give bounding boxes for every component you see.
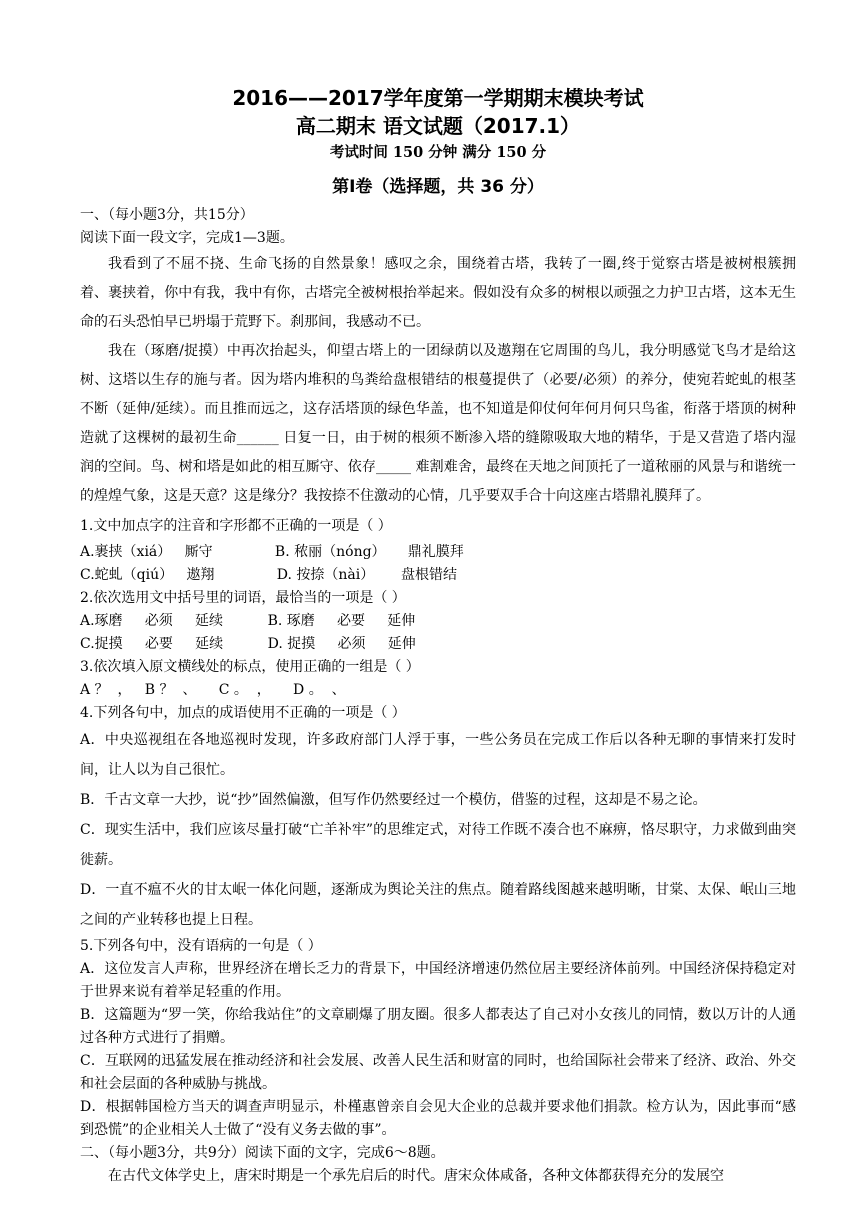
question-4-option-b: B．千古文章一大抄，说“抄”固然偏激，但写作仍然要经过一个模仿，借鉴的过程，这却是不易之论。 xyxy=(80,792,707,808)
question-5-option-b: B．这篇题为“罗一笑，你给我站住”的文章刷爆了朋友圈。很多人都表达了自己对小女孩儿的同情，数以万计的人通过各种方式进行了捐赠。 xyxy=(80,1007,796,1046)
question-1-options-cd: C.蛇虬（qiú） 遨翔 D. 按捺（nài） 盘根错结 xyxy=(80,567,457,583)
question-2-options-cd: C.捉摸 必要 延续 D. 捉摸 必须 延伸 xyxy=(80,636,416,652)
question-1-options-ab: A.裹挟（xiá） 厮守 B. 秾丽（nóng） 鼎礼膜拜 xyxy=(80,544,464,560)
section1-heading: 一、（每小题3分，共15分） xyxy=(80,207,254,223)
section2-heading: 二、（每小题3分，共9分）阅读下面的文字，完成6～8题。 xyxy=(80,1145,445,1161)
question-4-option-a: A．中央巡视组在各地巡视时发现，许多政府部门人浮于事，一些公务员在完成工作后以各种无聊的事情来打发时间，让人以为自己很忙。 xyxy=(80,732,796,778)
question-5-option-d: D．根据韩国检方当天的调查声明显示，朴槿惠曾亲自会见大企业的总裁并要求他们捐款。检方认为，因此事而“感到恐慌”的企业相关人士做了“没有义务去做的事”。 xyxy=(80,1099,796,1138)
exam-subtitle: 高二期末 语文试题（2017.1） xyxy=(295,114,581,138)
exam-title: 2016——2017学年度第一学期期末模块考试 xyxy=(232,86,644,110)
question-1-stem: 1.文中加点字的注音和字形都不正确的一项是（ ） xyxy=(80,518,392,534)
question-4-stem: 4.下列各句中，加点的成语使用不正确的一项是（ ） xyxy=(80,705,406,721)
question-5-option-a: A．这位发言人声称，世界经济在增长乏力的背景下，中国经济增速仍然位居主要经济体前列。中国经济保持稳定对于世界来说有着举足轻重的作用。 xyxy=(80,961,796,1000)
question-4-option-d: D．一直不瘟不火的甘太岷一体化问题，逐渐成为舆论关注的焦点。随着路线图越来越明晰，甘棠、太保、岷山三地之间的产业转移也提上日程。 xyxy=(80,882,796,928)
question-5-stem: 5.下列各句中，没有语病的一句是（ ） xyxy=(80,938,322,954)
question-3-stem: 3.依次填入原文横线处的标点，使用正确的一组是（ ） xyxy=(80,659,420,675)
question-4-option-c: C．现实生活中，我们应该尽量打破“亡羊补牢”的思维定式，对待工作既不凑合也不麻痹，恪尽职守，力求做到曲突徙薪。 xyxy=(80,822,796,868)
question-2-stem: 2.依次选用文中括号里的词语，最恰当的一项是（ ） xyxy=(80,590,406,606)
passage-paragraph-2: 我在（琢磨/捉摸）中再次抬起头，仰望古塔上的一团绿荫以及遨翔在它周围的鸟儿，我分明感觉飞鸟才是给这树、这塔以生存的施与者。因为塔内堆积的鸟粪给盘根错结的根蔓提供了（必要/必须）的养分，使宛若蛇虬的根茎不断（延伸/延续）。而且推而远之，这存活塔顶的绿色华盖，也不知道是仰仗何年何月何只鸟雀，衔落于塔顶的树种造就了这棵树的最初生命______ 日复一日，由于树的根须不断渗入塔的缝隙吸取大地的精华，于是又营造了塔内湿润的空间。鸟、树和塔是如此的相互厮守、依存_____ 难割难舍，最终在天地之间顶托了一道秾丽的风景与和谐统一的煌煌气象，这是天意？这是缘分？我按捺不住激动的心情，几乎要双手合十向这座古塔鼎礼膜拜了。 xyxy=(80,343,796,504)
passage-paragraph-1: 我看到了不屈不挠、生命飞扬的自然景象！感叹之余，围绕着古塔，我转了一圈,终于觉察古塔是被树根簇拥着、裹挟着，你中有我，我中有你，古塔完全被树根抬举起来。假如没有众多的树根以顽强之力护卫古塔，这本无生命的石头恐怕早已坍塌于荒野下。刹那间，我感动不已。 xyxy=(80,256,796,330)
question-3-options: A ？ ， B ？ 、 C 。 ， D 。 、 xyxy=(80,682,346,698)
question-2-options-ab: A.琢磨 必须 延续 B. 琢磨 必要 延伸 xyxy=(80,613,416,629)
exam-info: 考试时间 150 分钟 满分 150 分 xyxy=(329,144,547,161)
volume-title: 第Ⅰ卷（选择题，共 36 分） xyxy=(332,177,544,197)
section2-passage-start: 在古代文体学史上，唐宋时期是一个承先启后的时代。唐宋众体咸备，各种文体都获得充分的发展空 xyxy=(108,1168,724,1184)
question-5-option-c: C．互联网的迅猛发展在推动经济和社会发展、改善人民生活和财富的同时，也给国际社会带来了经济、政治、外交和社会层面的各种威胁与挑战。 xyxy=(80,1053,796,1092)
section1-instruction: 阅读下面一段文字，完成1—3题。 xyxy=(80,230,294,246)
